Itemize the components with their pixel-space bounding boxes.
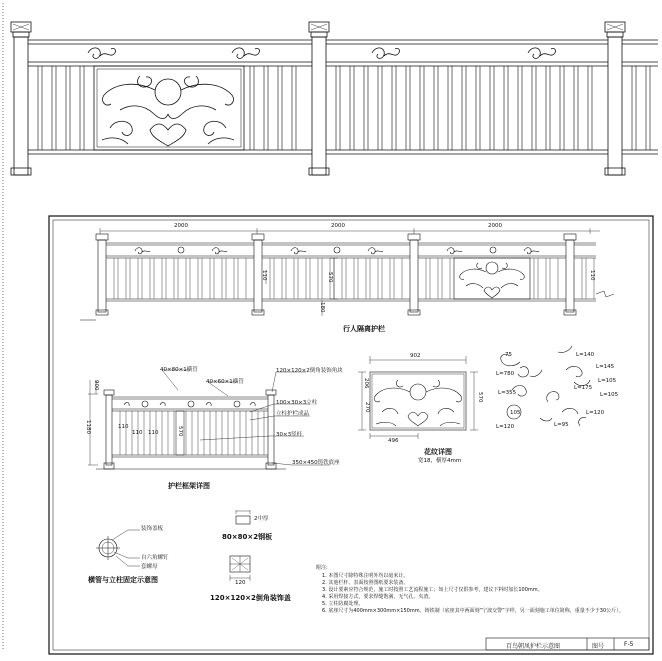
scroll-dim-8: L=120	[496, 424, 515, 430]
span-dimension-3: 2000	[488, 223, 502, 229]
large-post-left	[11, 22, 31, 175]
note-5: 5. 立柱防腐处理。	[322, 601, 364, 607]
clamp-detail	[96, 530, 140, 566]
frame-dim-6: 900	[93, 380, 99, 391]
height-dimension-base: 180	[319, 302, 325, 313]
drawing-number-label: 图号	[592, 643, 605, 650]
plate-cap-details	[230, 510, 250, 581]
pattern-dim-left: 270	[364, 402, 370, 413]
clamp-callout-3: 套螺母	[141, 564, 158, 570]
note-1: 1. 本图尺寸除特殊注明外均以毫米计。	[322, 573, 409, 579]
frame-callout-6: 30×3竖杆	[276, 432, 303, 438]
large-post-right	[605, 22, 625, 175]
elevation-title: 行人隔离护栏	[343, 325, 385, 333]
frame-callout-7: 350×450铸铁底座	[292, 460, 340, 466]
note-2: 2. 其他栏杆、表面按照图纸要求装备。	[322, 580, 409, 586]
plate-detail-label: 80×80×2钢板	[222, 533, 273, 541]
pattern-dim-width: 902	[410, 353, 421, 359]
small-fence-elevation	[80, 228, 614, 320]
pattern-detail-title: 花纹详图	[424, 448, 452, 456]
height-dimension-side: 110	[589, 270, 595, 281]
height-dimension-top: 110	[261, 270, 267, 281]
frame-dim-1: 110	[118, 424, 129, 430]
note-4: 4. 采用焊接方式，要求焊缝饱满，无气孔、夹渣。	[322, 594, 434, 600]
scroll-dim-4: L=105	[598, 378, 617, 384]
scroll-dim-5: L=175	[574, 385, 593, 391]
frame-dim-5: 1180	[85, 420, 91, 434]
frame-dim-2: 110	[132, 430, 143, 436]
scroll-dim-10: L=95	[554, 422, 569, 428]
large-post-middle	[309, 22, 329, 175]
large-fence-elevation	[3, 3, 658, 650]
frame-callout-4: 100×30×3立柱	[276, 400, 318, 406]
scroll-dim-6: L=355	[498, 390, 517, 396]
frame-callout-1: 40×80×1横管	[160, 367, 198, 373]
note-3: 3. 设计要素应符合规范，施工时按照工艺流程施工；如上尺寸仅供参考，建议下料时加长100mm。	[322, 587, 543, 593]
scroll-dim-3: L=145	[596, 364, 615, 370]
drawing-number: F-5	[624, 641, 634, 648]
cap-detail-title: 120×120×2倒角装饰盖	[210, 594, 291, 602]
frame-callout-5: 立柱护栏成品	[276, 411, 310, 417]
span-dimension-2: 2000	[331, 223, 345, 229]
frame-callout-3: 120×120×2倒角装饰角块	[276, 368, 343, 374]
scroll-dim-2: L=780	[496, 371, 515, 377]
scroll-dim-7: L=105	[600, 392, 619, 398]
plate-sub: 2中厚	[254, 516, 269, 522]
frame-detail-title: 护栏框架详图	[168, 482, 210, 490]
pattern-dim-height: 570	[477, 392, 483, 403]
scroll-dim-11: 105	[510, 410, 521, 416]
notes-heading: 附注:	[316, 565, 328, 571]
frame-dim-4: 570	[177, 426, 183, 437]
drawing-title: 百鸟朝凤护栏示意图	[506, 643, 561, 650]
pattern-dim-top: 206	[363, 378, 369, 389]
scroll-dim-12: 75	[505, 352, 512, 358]
clamp-detail-title: 横管与立柱固定示意图	[88, 576, 158, 584]
scroll-dim-9: L=120	[586, 410, 605, 416]
clamp-callout-1: 装饰盖板	[141, 526, 164, 532]
pattern-dim-bottom: 496	[388, 438, 399, 444]
frame-callout-2: 40×60×1横管	[206, 379, 244, 385]
pattern-detail-subtitle: 宽18，横厚4mm	[418, 458, 462, 464]
pattern-detail	[358, 356, 478, 439]
scroll-dim-1: L=140	[576, 352, 595, 358]
cap-dimension: 120	[235, 580, 246, 586]
span-dimension-1: 2000	[174, 223, 188, 229]
note-6: 6. 底座尺寸为400mm×300mm×150mm，铸铁制（底座其中两面刻“宁波交警”字样，另一面刻施工单位简称，重量不少于30公斤）。	[322, 608, 624, 614]
frame-dim-3: 110	[148, 430, 159, 436]
height-dimension-main: 570	[327, 272, 333, 283]
clamp-callout-2: 自六角螺钉	[141, 555, 169, 561]
